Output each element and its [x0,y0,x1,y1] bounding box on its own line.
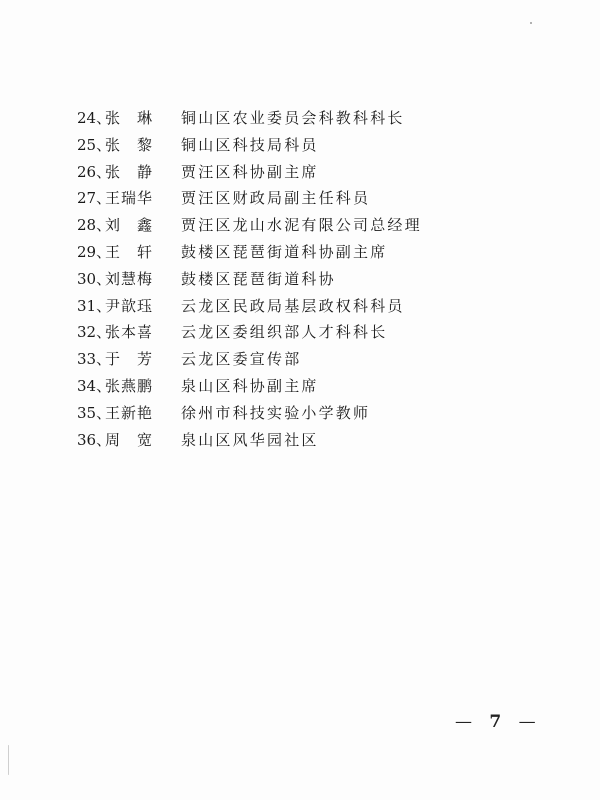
entry-number: 29、 [77,242,112,261]
entry-number: 35、 [77,403,112,422]
entry-name: 刘慧梅 [105,269,154,288]
entry-number: 26、 [77,162,112,181]
list-item [77,346,557,373]
entry-number: 27、 [77,189,112,208]
list-item [77,319,557,346]
footer-dash-right: — [518,712,539,732]
scan-speck [530,22,532,24]
entry-number: 25、 [77,135,112,154]
list-item [77,266,557,293]
entry-name: 张 琳 [105,109,154,127]
entry-position: 泉山区风华园社区 [181,430,319,449]
list-item [77,185,557,212]
entry-number: 28、 [77,216,112,235]
entry-position: 铜山区科技局科员 [181,135,319,154]
entry-name: 张 静 [105,162,154,181]
entry-position: 云龙区民政局基层政权科科员 [181,296,405,315]
entry-number: 32、 [77,323,112,342]
list-item [77,293,557,320]
member-list [77,105,557,453]
entry-name: 张 黎 [105,135,154,154]
entry-number: 36、 [77,430,112,449]
list-item [77,212,557,239]
entry-position: 贾汪区龙山水泥有限公司总经理 [181,216,422,235]
entry-name: 张燕鹏 [105,376,154,395]
footer-dash-left: — [455,712,475,732]
entry-number: 31、 [77,296,112,315]
page-number: 7 [489,712,505,732]
entry-name: 周 宽 [105,430,154,449]
entry-name: 尹歆珏 [105,296,154,315]
entry-name: 于 芳 [105,350,154,369]
entry-number: 24、 [77,109,112,127]
entry-number: 30、 [77,269,112,288]
entry-position: 云龙区委组织部人才科科长 [181,323,388,342]
entry-name: 王瑞华 [105,189,154,208]
entry-position: 鼓楼区琵琶街道科协 [181,269,336,288]
entry-name: 张本喜 [105,323,154,342]
list-item [77,400,557,427]
entry-name: 王 轩 [105,242,154,261]
entry-number: 33、 [77,350,112,369]
entry-number: 34、 [77,376,112,395]
list-item [77,159,557,186]
entry-position: 鼓楼区琵琶街道科协副主席 [181,242,388,261]
scan-edge-mark [8,745,9,775]
list-item [77,373,557,400]
entry-position: 泉山区科协副主席 [181,376,319,395]
entry-position: 云龙区委宣传部 [181,350,302,369]
list-item [77,239,557,266]
page-number-footer [455,712,539,732]
entry-position: 铜山区农业委员会科教科科长 [181,109,405,127]
entry-position: 贾汪区财政局副主任科员 [181,189,371,208]
entry-name: 王新艳 [105,403,154,422]
list-item [77,427,557,454]
entry-position: 徐州市科技实验小学教师 [181,403,371,422]
entry-name: 刘 鑫 [105,216,154,235]
entry-position: 贾汪区科协副主席 [181,162,319,181]
list-item [77,132,557,159]
list-item [77,105,557,132]
